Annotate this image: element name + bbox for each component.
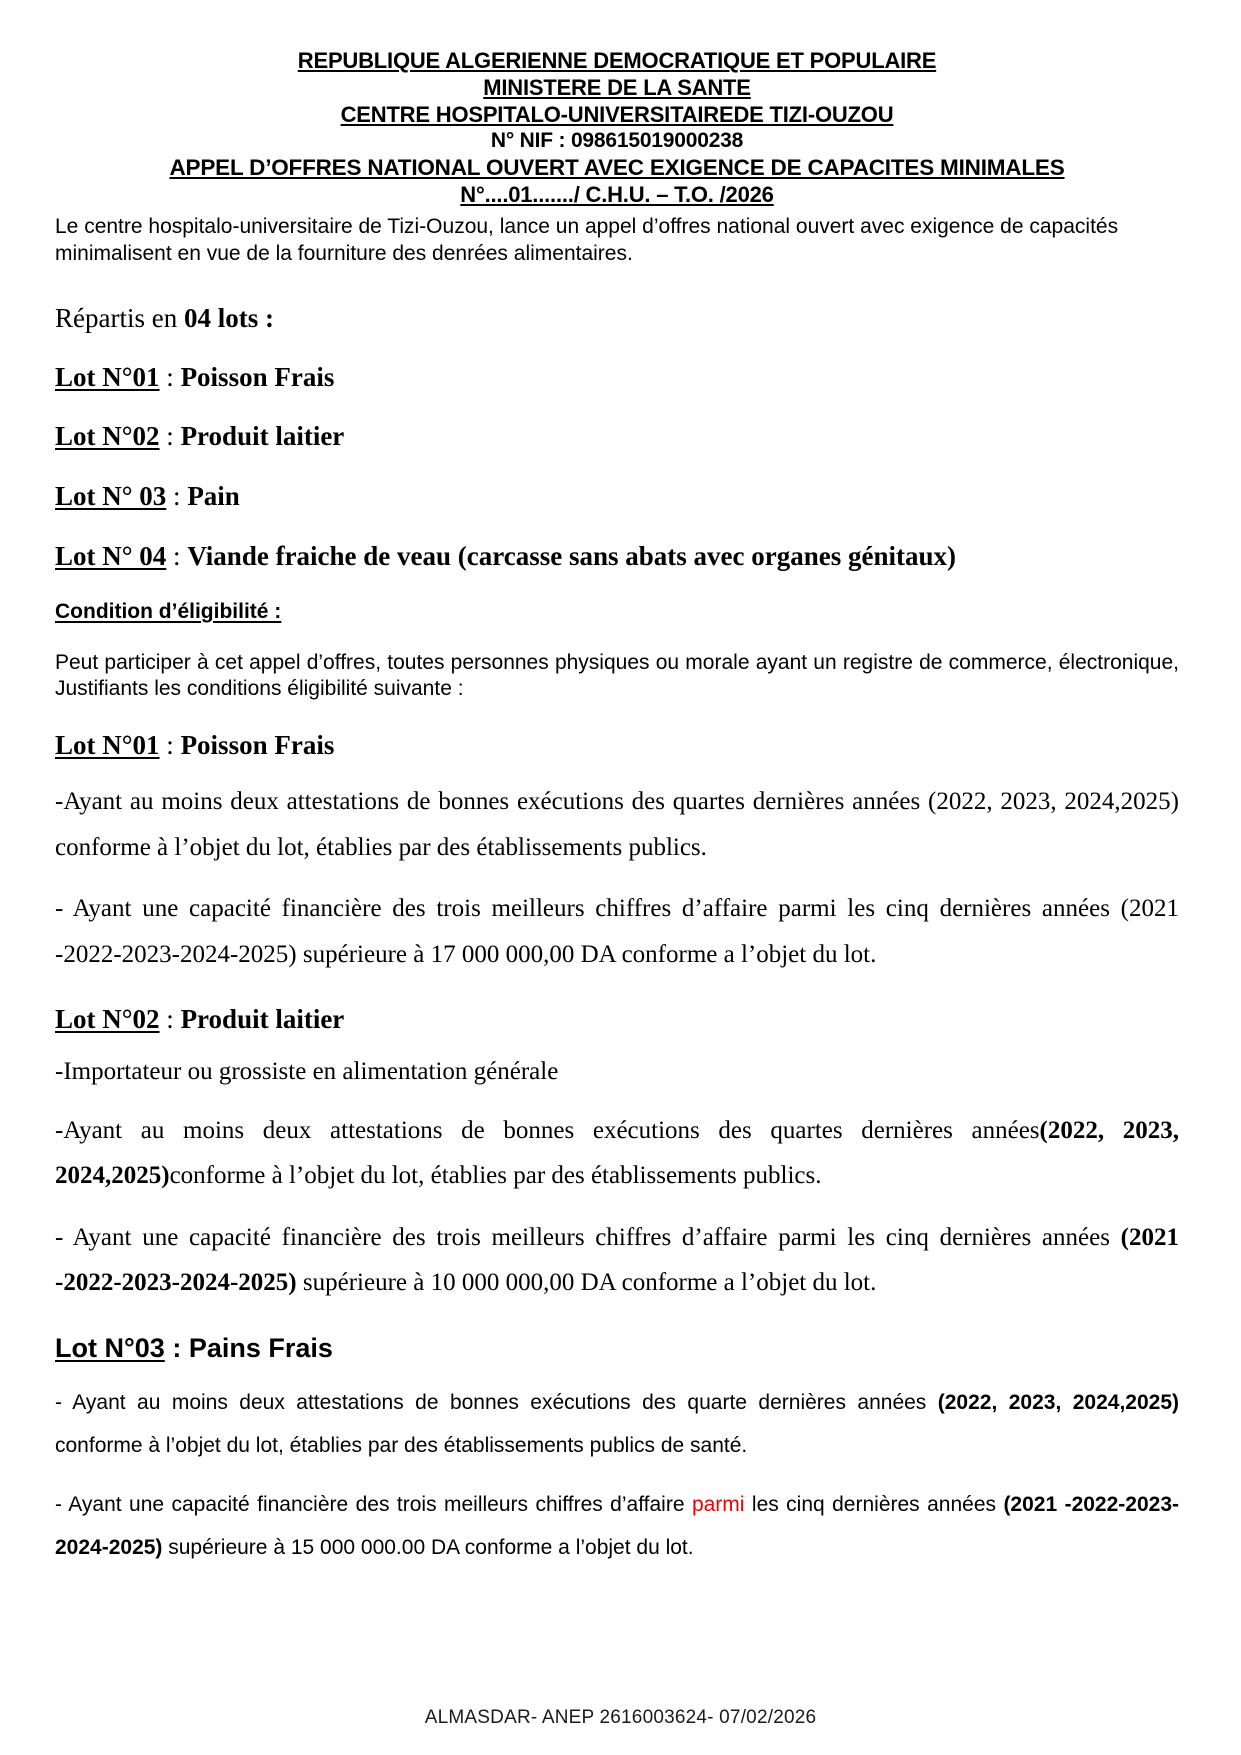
lot02-capacity-amount: 10 000 000,00 DA bbox=[430, 1269, 616, 1296]
lot03-capacity-mid: les cinq dernières années bbox=[744, 1493, 1004, 1517]
lot-name: Poisson Frais bbox=[180, 730, 335, 761]
lot02-heading bbox=[55, 1003, 1179, 1037]
eligibility-heading: Condition d’éligibilité : bbox=[55, 599, 282, 623]
lots-count-prefix: Répartis en bbox=[55, 303, 184, 334]
spacer bbox=[55, 335, 1179, 361]
eligibility-paragraph: Peut participer à cet appel d’offres, toutes personnes physiques ou morale ayant un registre de commerce, électronique, Justifiants les conditions éligibilité suivante : bbox=[55, 650, 1179, 701]
lot-number: Lot N° 03 bbox=[55, 481, 167, 511]
lot03-bullet-capacity bbox=[55, 1483, 1179, 1569]
lot01-bullet-attestations: -Ayant au moins deux attestations de bonnes exécutions des quartes dernières années (2022, 2023, 2024,2025) conforme à l’objet du lot, établies par des établissements publics. bbox=[55, 788, 1179, 861]
lot03-capacity-pre: - Ayant une capacité financière des trois meilleurs chiffres d’affaire bbox=[55, 1493, 692, 1517]
lot-name: Poisson Frais bbox=[180, 361, 335, 392]
spacer bbox=[55, 514, 1179, 540]
header-line-tender-number: N°....01......./ C.H.U. – T.O. /2026 bbox=[460, 181, 774, 207]
spacer bbox=[55, 454, 1179, 480]
spacer bbox=[55, 624, 1179, 650]
header-line-republic: REPUBLIQUE ALGERIENNE DEMOCRATIQUE ET POPULAIRE bbox=[297, 48, 937, 73]
lot-list-item-04 bbox=[55, 540, 1179, 574]
lot03-capacity-highlight: parmi bbox=[691, 1493, 745, 1517]
footer-anep-reference: ALMASDAR- ANEP 2616003624- 07/02/2026 bbox=[424, 1707, 817, 1728]
spacer bbox=[55, 870, 1179, 886]
eligibility-heading-wrap bbox=[55, 600, 1179, 624]
lot03-attestations-years: (2022, 2023, 2024,2025) bbox=[937, 1391, 1179, 1415]
lot03-capacity-post: supérieure à 15 000 000.00 DA conforme a l’objet du lot. bbox=[162, 1536, 694, 1560]
lot-separator: : bbox=[166, 481, 188, 511]
header-line-hospital: CENTRE HOSPITALO-UNIVERSITAIREDE TIZI-OUZOU bbox=[340, 101, 894, 127]
lot-separator: : bbox=[159, 361, 181, 392]
lot02-attestations-post: conforme à l’objet du lot, établies par des établissements publics. bbox=[169, 1162, 822, 1189]
lot-name: Viande fraiche de veau (carcasse sans abats avec organes génitaux) bbox=[187, 540, 956, 571]
lot02-capacity-mid: supérieure à bbox=[296, 1269, 431, 1296]
header-line-nif: N° NIF : 098615019000238 bbox=[490, 129, 744, 153]
lot-separator: : bbox=[159, 421, 181, 452]
spacer bbox=[55, 703, 1179, 729]
lot02-capacity-pre: - Ayant une capacité financière des trois meilleurs chiffres d’affaire parmi les cinq dernières années bbox=[55, 1223, 1121, 1251]
lot-name: Produit laitier bbox=[180, 1004, 345, 1034]
lot01-capacity-text-post: conforme a l’objet du lot. bbox=[615, 940, 877, 968]
spacer bbox=[55, 394, 1179, 420]
lot03-attestations-post: conforme à l’objet du lot, établies par des établissements publics de santé. bbox=[55, 1434, 748, 1458]
lot-number: Lot N°01 bbox=[55, 361, 160, 392]
lot-name: Pains Frais bbox=[188, 1332, 333, 1363]
spacer bbox=[55, 977, 1179, 1003]
lot-number: Lot N°01 bbox=[55, 730, 160, 761]
lot-name: Produit laitier bbox=[180, 421, 345, 452]
header-line-tender-title: APPEL D’OFFRES NATIONAL OUVERT AVEC EXIGENCE DE CAPACITES MINIMALES bbox=[169, 155, 1065, 181]
spacer bbox=[55, 763, 1179, 779]
lot02-bullet-importer: -Importateur ou grossiste en alimentation générale bbox=[55, 1057, 559, 1085]
lot02-bullet-capacity bbox=[55, 1215, 1179, 1306]
lot03-heading bbox=[55, 1332, 1179, 1366]
lot-list-item-03 bbox=[55, 480, 1179, 514]
lot-separator: : bbox=[159, 730, 181, 761]
spacer bbox=[55, 1037, 1179, 1053]
document-header bbox=[55, 48, 1179, 208]
lot02-capacity-post: conforme a l’objet du lot. bbox=[615, 1269, 877, 1296]
lot02-capacity-years: (2021 -2022-2023-2024-2025) bbox=[55, 1223, 1179, 1296]
header-line-ministry: MINISTERE DE LA SANTE bbox=[483, 74, 751, 100]
lot03-attestations-pre: - Ayant au moins deux attestations de bonnes exécutions des quarte dernières années bbox=[55, 1391, 938, 1415]
lot02-attestations-pre: -Ayant au moins deux attestations de bonnes exécutions des quartes dernières années bbox=[55, 1116, 1040, 1144]
lot-separator: : bbox=[164, 1332, 189, 1363]
lot-list-item-01 bbox=[55, 361, 1179, 395]
lot-list-item-02 bbox=[55, 420, 1179, 454]
spacer bbox=[55, 1092, 1179, 1108]
lots-count-line bbox=[55, 302, 1179, 334]
lot03-bullet-attestations bbox=[55, 1381, 1179, 1467]
lot-separator: : bbox=[166, 540, 188, 571]
spacer bbox=[55, 1199, 1179, 1215]
lot-number: Lot N°03 bbox=[55, 1332, 165, 1363]
lot01-capacity-text-pre: - Ayant une capacité financière des trois meilleurs chiffres d’affaire parmi les cinq dernières années (2021 -2022-2023-2024-2025) supérieure à bbox=[55, 895, 1179, 968]
spacer bbox=[55, 1365, 1179, 1381]
lot-name: Pain bbox=[187, 481, 240, 511]
lot-separator: : bbox=[159, 1004, 181, 1034]
lot01-bullet-capacity bbox=[55, 886, 1179, 977]
lot-number: Lot N°02 bbox=[55, 1004, 160, 1034]
lots-count-value: 04 lots : bbox=[183, 303, 274, 334]
lot01-capacity-amount: 17 000 000,00 DA bbox=[430, 940, 616, 968]
spacer bbox=[55, 268, 1179, 302]
spacer bbox=[55, 1467, 1179, 1483]
lot01-heading bbox=[55, 729, 1179, 763]
lot03-capacity-years: (2021 -2022-2023-2024-2025) bbox=[55, 1493, 1179, 1560]
spacer bbox=[55, 574, 1179, 600]
intro-paragraph: Le centre hospitalo-universitaire de Tizi-Ouzou, lance un appel d’offres national ouvert avec exigence de capacités minimalisent en vue de la fourniture des denrées alimentaires. bbox=[55, 215, 1119, 266]
lot-number: Lot N° 04 bbox=[55, 540, 167, 571]
lot-number: Lot N°02 bbox=[55, 421, 160, 452]
lot02-attestations-years: (2022, 2023, 2024,2025) bbox=[55, 1116, 1179, 1189]
spacer bbox=[55, 1306, 1179, 1332]
lot02-bullet-attestations bbox=[55, 1108, 1179, 1199]
